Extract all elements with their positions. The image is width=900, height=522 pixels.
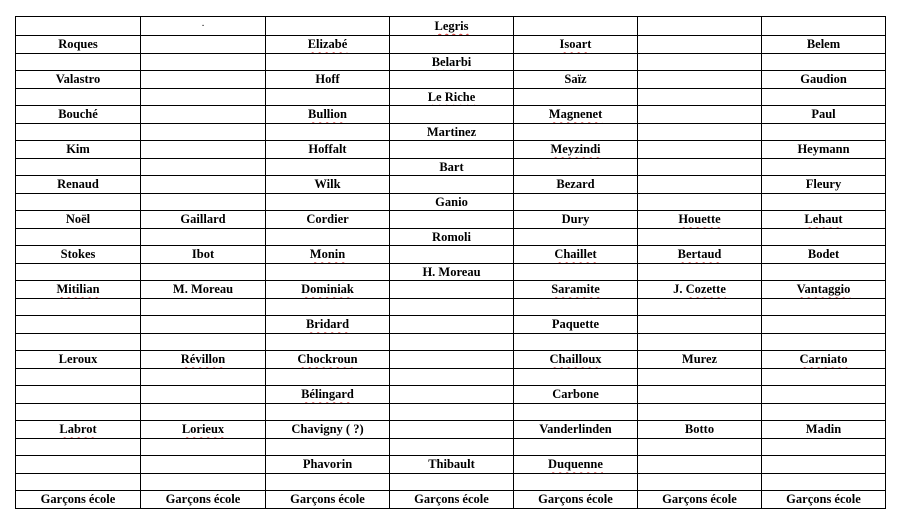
table-cell <box>638 351 762 369</box>
table-cell <box>514 141 638 159</box>
cell-text: Bouché <box>58 107 98 122</box>
table-cell <box>266 71 390 89</box>
table-cell <box>514 53 638 71</box>
table-cell <box>141 333 266 351</box>
cell-text: Ibot <box>191 247 215 262</box>
table-cell <box>514 263 638 281</box>
table-cell <box>514 473 638 491</box>
table-cell <box>16 123 141 141</box>
table-cell <box>16 491 141 509</box>
table-cell <box>16 263 141 281</box>
table-cell <box>266 386 390 404</box>
table-cell <box>762 403 886 421</box>
table-cell <box>514 211 638 229</box>
table-cell <box>762 71 886 89</box>
table-cell <box>390 36 514 54</box>
table-cell <box>514 316 638 334</box>
table-cell <box>16 456 141 474</box>
table-row <box>16 158 886 176</box>
table-cell <box>390 17 514 36</box>
table-cell <box>266 246 390 264</box>
cell-text: Chavigny ( ?) <box>291 422 364 437</box>
cell-text: Stokes <box>60 247 96 262</box>
cell-text: Saramite <box>551 282 600 297</box>
table-cell <box>16 421 141 439</box>
table-cell <box>16 386 141 404</box>
table-cell <box>762 211 886 229</box>
table-cell <box>16 36 141 54</box>
table-cell <box>266 36 390 54</box>
cell-text: Hoff <box>315 72 340 87</box>
table-cell <box>762 17 886 36</box>
table-cell <box>390 316 514 334</box>
table-cell <box>638 193 762 211</box>
table-cell <box>762 316 886 334</box>
table-cell <box>16 473 141 491</box>
table-row <box>16 71 886 89</box>
cell-text: Bullion <box>308 107 347 122</box>
cell-text: Paul <box>811 107 836 122</box>
table-cell <box>638 36 762 54</box>
table-cell <box>762 438 886 456</box>
table-cell <box>141 123 266 141</box>
table-cell <box>141 281 266 299</box>
cell-text: Carniato <box>799 352 848 367</box>
table-cell <box>762 228 886 246</box>
cell-text: Hoffalt <box>308 142 347 157</box>
table-cell <box>266 456 390 474</box>
table-cell <box>762 193 886 211</box>
table-cell <box>514 421 638 439</box>
table-cell <box>390 333 514 351</box>
table-cell <box>266 123 390 141</box>
cell-text: Wilk <box>314 177 341 192</box>
table-cell <box>266 403 390 421</box>
cell-text: Lehaut <box>804 212 843 227</box>
table-cell <box>141 263 266 281</box>
cell-text: Le Riche <box>427 89 476 104</box>
table-cell <box>16 193 141 211</box>
table-cell <box>638 123 762 141</box>
cell-text: Labrot <box>59 422 97 437</box>
table-cell <box>141 17 266 36</box>
table-row <box>16 386 886 404</box>
table-cell <box>762 106 886 124</box>
table-cell <box>16 403 141 421</box>
table-cell <box>762 246 886 264</box>
table-cell <box>390 246 514 264</box>
table-cell <box>16 71 141 89</box>
table-row <box>16 106 886 124</box>
table-cell <box>266 53 390 71</box>
table-cell <box>266 141 390 159</box>
cell-text: Leroux <box>58 352 98 367</box>
cell-text: Murez <box>681 352 718 367</box>
table-cell <box>16 368 141 386</box>
table-cell <box>141 421 266 439</box>
table-cell <box>762 333 886 351</box>
table-cell <box>390 438 514 456</box>
table-cell <box>16 246 141 264</box>
table-cell <box>638 316 762 334</box>
cell-text: Chailloux <box>549 352 602 367</box>
cell-text: Ganio <box>435 194 468 209</box>
cell-text: Noël <box>65 212 91 227</box>
table-cell <box>638 438 762 456</box>
table-cell <box>762 123 886 141</box>
table-cell <box>514 438 638 456</box>
table-cell <box>762 351 886 369</box>
table-cell <box>514 36 638 54</box>
table-body <box>16 17 886 509</box>
table-cell <box>16 298 141 316</box>
cell-text: Kim <box>66 142 90 157</box>
cell-text: J. Cozette <box>673 282 726 297</box>
cell-text: Chaillet <box>554 247 597 262</box>
cell-text: Isoart <box>559 37 592 52</box>
table-cell <box>141 88 266 106</box>
cell-text: M. Moreau <box>172 282 234 297</box>
table-row <box>16 316 886 334</box>
cell-text: Saïz <box>564 72 587 87</box>
table-cell <box>16 351 141 369</box>
table-cell <box>514 88 638 106</box>
cell-text: Vanderlinden <box>539 422 612 437</box>
table-cell <box>514 281 638 299</box>
cell-text: Garçons école <box>40 492 116 507</box>
table-cell <box>390 263 514 281</box>
table-row <box>16 351 886 369</box>
table-cell <box>141 491 266 509</box>
table-cell <box>514 491 638 509</box>
cell-text: Garçons école <box>786 492 861 507</box>
table-cell <box>514 298 638 316</box>
table-cell <box>638 298 762 316</box>
table-cell <box>141 53 266 71</box>
table-cell <box>390 71 514 89</box>
table-row <box>16 228 886 246</box>
table-row <box>16 123 886 141</box>
cell-text: Garçons école <box>538 492 613 507</box>
table-cell <box>762 141 886 159</box>
table-cell <box>16 53 141 71</box>
table-cell <box>266 158 390 176</box>
table-cell <box>266 316 390 334</box>
table-cell <box>762 281 886 299</box>
table-cell <box>390 88 514 106</box>
cell-text: H. Moreau <box>422 264 481 279</box>
table-cell <box>141 246 266 264</box>
table-row <box>16 333 886 351</box>
cell-text: Cordier <box>306 212 349 227</box>
table-cell <box>762 263 886 281</box>
table-cell <box>141 438 266 456</box>
table-cell <box>638 263 762 281</box>
cell-text: Monin <box>309 247 346 262</box>
names-table <box>15 16 886 509</box>
cell-text: Romoli <box>432 229 471 244</box>
table-cell <box>16 333 141 351</box>
table-cell <box>638 473 762 491</box>
cell-text: Bezard <box>556 177 595 192</box>
table-row <box>16 298 886 316</box>
table-cell <box>390 211 514 229</box>
table-cell <box>638 71 762 89</box>
table-cell <box>762 473 886 491</box>
table-cell <box>266 211 390 229</box>
table-cell <box>141 211 266 229</box>
table-row <box>16 491 886 509</box>
cell-text: Bertaud <box>677 247 722 262</box>
table-cell <box>141 456 266 474</box>
cell-text: Lorieux <box>181 422 225 437</box>
cell-text: Magnenet <box>548 107 603 122</box>
table-cell <box>141 351 266 369</box>
table-row <box>16 176 886 194</box>
table-cell <box>514 193 638 211</box>
table-row <box>16 36 886 54</box>
table-cell <box>638 53 762 71</box>
cell-text: Garçons école <box>414 492 489 507</box>
table-cell <box>638 158 762 176</box>
table-cell <box>638 403 762 421</box>
table-cell <box>266 176 390 194</box>
table-cell <box>514 106 638 124</box>
table-cell <box>141 106 266 124</box>
cell-text: Garçons école <box>165 492 241 507</box>
table-cell <box>266 473 390 491</box>
table-cell <box>141 71 266 89</box>
table-cell <box>390 456 514 474</box>
table-cell <box>266 193 390 211</box>
table-cell <box>762 53 886 71</box>
table-cell <box>638 491 762 509</box>
table-row <box>16 456 886 474</box>
table-cell <box>390 193 514 211</box>
cell-text: Dominiak <box>301 282 354 297</box>
table-cell <box>16 88 141 106</box>
table-cell <box>390 298 514 316</box>
table-cell <box>514 368 638 386</box>
table-cell <box>266 333 390 351</box>
table-cell <box>638 333 762 351</box>
cell-text: Paquette <box>551 317 600 332</box>
table-cell <box>141 298 266 316</box>
table-cell <box>16 176 141 194</box>
table-cell <box>638 421 762 439</box>
table-cell <box>16 17 141 36</box>
table-cell <box>141 473 266 491</box>
cell-text: Madin <box>805 422 842 437</box>
table-cell <box>514 158 638 176</box>
table-cell <box>266 438 390 456</box>
cell-text: Mitilian <box>56 282 100 297</box>
table-cell <box>514 333 638 351</box>
table-row <box>16 211 886 229</box>
table-cell <box>266 298 390 316</box>
table-cell <box>638 88 762 106</box>
table-row <box>16 403 886 421</box>
table-cell <box>141 141 266 159</box>
cell-text: Belem <box>806 37 841 52</box>
table-cell <box>390 368 514 386</box>
table-cell <box>141 176 266 194</box>
table-cell <box>141 386 266 404</box>
table-cell <box>141 36 266 54</box>
table-cell <box>638 228 762 246</box>
table-row <box>16 141 886 159</box>
cell-text: Botto <box>684 422 715 437</box>
table-cell <box>638 176 762 194</box>
cell-text: Valastro <box>55 72 101 87</box>
table-cell <box>762 176 886 194</box>
table-cell <box>16 158 141 176</box>
table-cell <box>390 53 514 71</box>
cell-text: Bélingard <box>301 387 354 402</box>
table-row <box>16 17 886 36</box>
table-cell <box>638 106 762 124</box>
table-cell <box>390 403 514 421</box>
table-cell <box>390 176 514 194</box>
table-cell <box>514 228 638 246</box>
table-cell <box>141 193 266 211</box>
cell-text: Carbone <box>552 387 599 402</box>
cell-text: Thibault <box>428 457 475 472</box>
table-cell <box>390 141 514 159</box>
table-cell <box>266 351 390 369</box>
table-cell <box>762 158 886 176</box>
cell-text: Révillon <box>180 352 226 367</box>
table-cell <box>638 281 762 299</box>
table-cell <box>141 368 266 386</box>
table-cell <box>16 211 141 229</box>
cell-text: Dury <box>561 212 590 227</box>
table-row <box>16 368 886 386</box>
table-cell <box>266 228 390 246</box>
table-cell <box>390 473 514 491</box>
table-row <box>16 421 886 439</box>
table-row <box>16 246 886 264</box>
table-cell <box>390 386 514 404</box>
table-cell <box>514 403 638 421</box>
table-cell <box>762 456 886 474</box>
table-cell <box>141 228 266 246</box>
cell-text: Gaillard <box>180 212 226 227</box>
table-cell <box>762 491 886 509</box>
table-cell <box>638 386 762 404</box>
table-row <box>16 88 886 106</box>
table-row <box>16 53 886 71</box>
table-cell <box>390 281 514 299</box>
table-cell <box>762 386 886 404</box>
cell-text: Fleury <box>805 177 842 192</box>
cell-text: Heymann <box>797 142 850 157</box>
cell-text: Bridard <box>305 317 350 332</box>
table-cell <box>514 456 638 474</box>
table-cell <box>638 141 762 159</box>
table-cell <box>638 368 762 386</box>
table-cell <box>514 123 638 141</box>
table-cell <box>266 281 390 299</box>
table-cell <box>762 36 886 54</box>
table-cell <box>514 17 638 36</box>
table-cell <box>16 106 141 124</box>
stray-mark: · <box>201 21 205 32</box>
table-cell <box>638 211 762 229</box>
table-cell <box>390 491 514 509</box>
table-row <box>16 473 886 491</box>
table-cell <box>266 106 390 124</box>
table-cell <box>266 368 390 386</box>
cell-text: Belarbi <box>431 54 472 69</box>
table-cell <box>514 246 638 264</box>
cell-text: Meyzindi <box>550 142 601 157</box>
cell-text: Houette <box>678 212 721 227</box>
table-cell <box>16 141 141 159</box>
table-cell <box>390 106 514 124</box>
table-cell <box>16 316 141 334</box>
cell-text: Elizabé <box>307 37 348 52</box>
table-cell <box>266 491 390 509</box>
cell-text: Bodet <box>807 247 840 262</box>
table-cell <box>266 17 390 36</box>
table-cell <box>266 88 390 106</box>
table-cell <box>16 438 141 456</box>
table-cell <box>16 281 141 299</box>
table-cell <box>266 263 390 281</box>
table-cell <box>514 351 638 369</box>
table-row <box>16 281 886 299</box>
table-cell <box>141 316 266 334</box>
cell-text: Legris <box>434 19 469 33</box>
table-cell <box>762 368 886 386</box>
table-row <box>16 193 886 211</box>
cell-text: Bart <box>439 159 464 174</box>
cell-text: Renaud <box>57 177 99 192</box>
table-cell <box>266 421 390 439</box>
table-cell <box>638 456 762 474</box>
table-cell <box>762 421 886 439</box>
cell-text: Garçons école <box>290 492 365 507</box>
table-cell <box>638 246 762 264</box>
cell-text: Chockroun <box>297 352 358 367</box>
table-cell <box>390 228 514 246</box>
table-cell <box>390 123 514 141</box>
table-cell <box>514 71 638 89</box>
cell-text: Roques <box>58 37 98 52</box>
table-cell <box>141 158 266 176</box>
table-cell <box>762 298 886 316</box>
table-cell <box>514 176 638 194</box>
table-cell <box>638 17 762 36</box>
cell-text: Martinez <box>426 124 477 139</box>
cell-text: Garçons école <box>662 492 737 507</box>
cell-text: Gaudion <box>800 72 847 87</box>
table-cell <box>390 421 514 439</box>
cell-text: Vantaggio <box>796 282 851 297</box>
table-cell <box>762 88 886 106</box>
table-cell <box>390 351 514 369</box>
table-row <box>16 263 886 281</box>
table-cell <box>141 403 266 421</box>
table-cell <box>16 228 141 246</box>
table-cell <box>514 386 638 404</box>
table-row <box>16 438 886 456</box>
table-cell <box>390 158 514 176</box>
cell-text: Phavorin <box>302 457 353 472</box>
cell-text: Duquenne <box>548 457 603 472</box>
